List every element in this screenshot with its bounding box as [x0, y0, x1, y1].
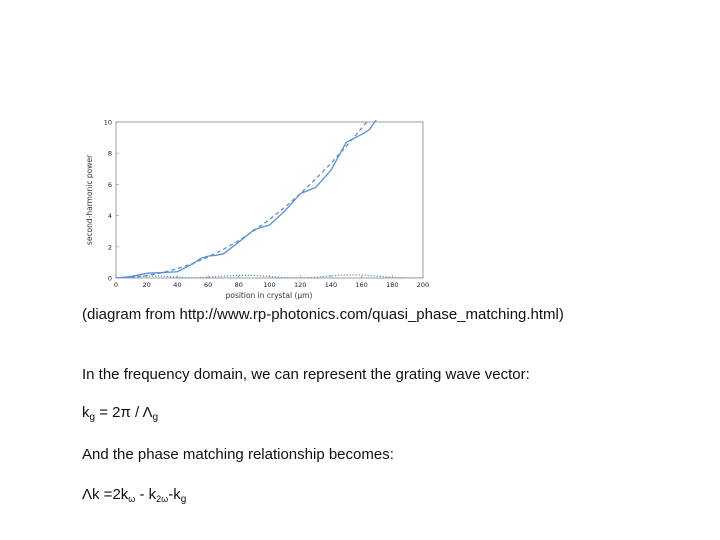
x-ticks [114, 275, 429, 289]
equation-phase-matching [82, 486, 186, 505]
x-tick-label: 160 [355, 281, 368, 289]
phase-matching-text: And the phase matching relationship becomes: [82, 446, 394, 463]
x-tick-label: 100 [263, 281, 276, 289]
x-tick-label: 0 [113, 281, 119, 289]
chart [78, 112, 438, 307]
y-tick-label: 4 [107, 212, 112, 221]
eq2-middle: - k [135, 486, 157, 503]
equation-grating-vector [82, 404, 158, 423]
eq1-middle: = 2π / Λ [95, 404, 153, 421]
y-tick-label: 8 [107, 149, 112, 158]
series-line-dashed [116, 112, 377, 278]
eq2-g-subscript: g [180, 494, 187, 505]
eq2-start: Λk =2k [82, 486, 129, 503]
eq2-dash-k: -k [168, 486, 181, 503]
x-axis-label: position in crystal (μm) [225, 291, 313, 300]
paragraph: In the frequency domain, we can represent the grating wave vector: [82, 366, 530, 383]
eq2-two-omega-subscript: 2ω [156, 494, 169, 504]
x-tick-label: 120 [293, 281, 307, 289]
y-tick-label: 6 [107, 180, 112, 189]
y-ticks [104, 119, 119, 283]
eq1-k-subscript: g [89, 412, 96, 423]
x-tick-label: 40 [173, 281, 182, 289]
x-tick-label: 60 [203, 281, 213, 289]
eq1-lambda-subscript: g [152, 412, 159, 423]
y-tick-label: 0 [107, 274, 112, 283]
y-tick-label: 10 [103, 118, 112, 127]
x-tick-label: 140 [324, 281, 338, 289]
series-line-solid [116, 119, 377, 278]
eq1-k: k [82, 404, 90, 421]
x-tick-label: 200 [416, 281, 430, 289]
x-tick-label: 20 [142, 281, 151, 289]
y-tick-label: 2 [107, 243, 112, 252]
x-tick-label: 180 [386, 281, 399, 289]
caption: (diagram from http://www.rp-photonics.com/quasi_phase_matching.html) [82, 306, 564, 323]
plot-frame [116, 122, 423, 278]
eq2-omega-subscript: ω [128, 494, 136, 504]
x-tick-label: 80 [234, 281, 243, 289]
series-lines [116, 112, 423, 278]
y-axis-label: second-harmonic power [85, 154, 94, 246]
